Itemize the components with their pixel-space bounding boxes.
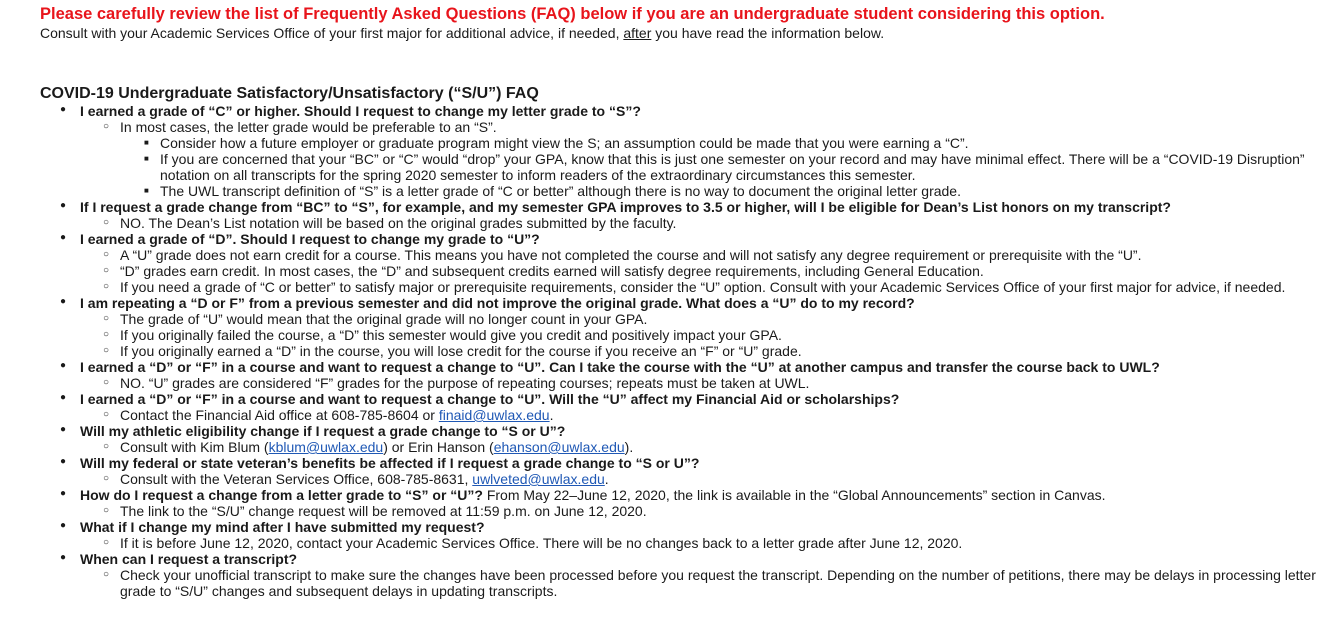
answer <box>80 439 1320 455</box>
question: I earned a “D” or “F” in a course and want to request a change to “U”. Can I take the course with the “U” at another campus and transfer the course back to UWL? <box>80 359 1160 375</box>
answer: ○ If you need a grade of “C or better” to satisfy major or prerequisite requirements, consider the “U” option. Consult with your Academic Services Office of your first major for advice, if needed. <box>80 279 1320 295</box>
faq-item <box>40 551 1320 599</box>
after-emphasis: after <box>623 25 652 41</box>
answer: ○ The grade of “U” would mean that the original grade will no longer count in your GPA. <box>80 311 1320 327</box>
faq-item <box>40 455 1320 487</box>
consult-text-end: you have read the information below. <box>651 25 885 41</box>
answer: ○ “D” grades earn credit. In most cases, the “D” and subsequent credits earned will satisfy degree requirements, including General Education. <box>80 263 1320 279</box>
faq-item <box>40 423 1320 455</box>
question: Will my federal or state veteran’s benefits be affected if I request a grade change to “S or U”? <box>80 455 700 471</box>
question: I earned a “D” or “F” in a course and want to request a change to “U”. Will the “U” affect my Financial Aid or scholarships? <box>80 391 900 407</box>
faq-item <box>40 103 1320 199</box>
answer-text-mid: ) or Erin Hanson ( <box>383 439 494 455</box>
faq-item <box>40 519 1320 551</box>
uwlveted-email-link[interactable]: uwlveted@uwlax.edu <box>472 471 605 487</box>
faq-list <box>40 103 1320 599</box>
sub-answer: ■ Consider how a future employer or graduate program might view the S; an assumption could be made that you were earning a “C”. <box>120 135 1320 151</box>
answer: ○ A “U” grade does not earn credit for a course. This means you have not completed the course and will not satisfy any degree requirement or prerequisite with the “U”. <box>80 247 1320 263</box>
question-detail: From May 22–June 12, 2020, the link is available in the “Global Announcements” section in Canvas. <box>482 487 1106 503</box>
answer-text: Consult with Kim Blum ( <box>120 439 269 455</box>
answer-text-end: . <box>549 407 554 423</box>
ehanson-email-link[interactable]: ehanson@uwlax.edu <box>493 439 625 455</box>
faq-item <box>40 359 1320 391</box>
answer-text: Consult with the Veteran Services Office, 608-785-8631, <box>120 471 473 487</box>
question: Will my athletic eligibility change if I request a grade change to “S or U”? <box>80 423 566 439</box>
question: What if I change my mind after I have submitted my request? <box>80 519 485 535</box>
question: I am repeating a “D or F” from a previous semester and did not improve the original grade. What does a “U” do to my record? <box>80 295 915 311</box>
consult-text: Consult with your Academic Services Office of your first major for additional advice, if needed, <box>40 25 624 41</box>
faq-item <box>40 231 1320 295</box>
answer: ○ If you originally earned a “D” in the course, you will lose credit for the course if you receive an “F” or “U” grade. <box>80 343 1320 359</box>
sub-answer: ■ The UWL transcript definition of “S” is a letter grade of “C or better” although there is no way to document the original letter grade. <box>120 183 1320 199</box>
answer: ○ If you originally failed the course, a “D” this semester would give you credit and positively impact your GPA. <box>80 327 1320 343</box>
question: If I request a grade change from “BC” to “S”, for example, and my semester GPA improves to 3.5 or higher, will I be eligible for Dean’s List honors on my transcript? <box>80 199 1171 215</box>
consult-notice <box>40 24 1320 42</box>
answer-text-end: ). <box>624 439 634 455</box>
faq-item <box>40 295 1320 359</box>
answer <box>80 119 1320 199</box>
answer: ○ Check your unofficial transcript to make sure the changes have been processed before you request the transcript. Depending on the number of petitions, there may be delays in processing letter grade to “S/U” changes and subsequent delays in updating transcripts. <box>80 567 1320 599</box>
question: I earned a grade of “C” or higher. Should I request to change my letter grade to “S”? <box>80 103 641 119</box>
answer: ○ NO. The Dean’s List notation will be based on the original grades submitted by the faculty. <box>80 215 1320 231</box>
answer: ○ The link to the “S/U” change request will be removed at 11:59 p.m. on June 12, 2020. <box>80 503 1320 519</box>
answer: ○ If it is before June 12, 2020, contact your Academic Services Office. There will be no changes back to a letter grade after June 12, 2020. <box>80 535 1320 551</box>
warning-notice: Please carefully review the list of Frequently Asked Questions (FAQ) below if you are an undergraduate student considering this option. <box>40 5 1105 23</box>
faq-item <box>40 391 1320 423</box>
answer <box>80 407 1320 423</box>
answer-text: In most cases, the letter grade would be preferable to an “S”. <box>120 119 497 135</box>
answer: ○ NO. “U” grades are considered “F” grades for the purpose of repeating courses; repeats must be taken at UWL. <box>80 375 1320 391</box>
faq-item <box>40 487 1320 519</box>
faq-title: COVID-19 Undergraduate Satisfactory/Unsatisfactory (“S/U”) FAQ <box>40 85 539 102</box>
answer-text-end: . <box>604 471 609 487</box>
answer <box>80 471 1320 487</box>
question: How do I request a change from a letter grade to “S” or “U”? <box>80 487 483 503</box>
faq-item <box>40 199 1320 231</box>
finaid-email-link[interactable]: finaid@uwlax.edu <box>438 407 550 423</box>
question: I earned a grade of “D”. Should I request to change my grade to “U”? <box>80 231 540 247</box>
question: When can I request a transcript? <box>80 551 298 567</box>
answer-text: Contact the Financial Aid office at 608-785-8604 or <box>120 407 439 423</box>
kblum-email-link[interactable]: kblum@uwlax.edu <box>268 439 384 455</box>
sub-answer: ■ If you are concerned that your “BC” or “C” would “drop” your GPA, know that this is just one semester on your record and may have minimal effect. There will be a “COVID-19 Disruption” notation on all transcripts for the spring 2020 semester to inform readers of the extraordinary circumstances this semester. <box>120 151 1320 183</box>
